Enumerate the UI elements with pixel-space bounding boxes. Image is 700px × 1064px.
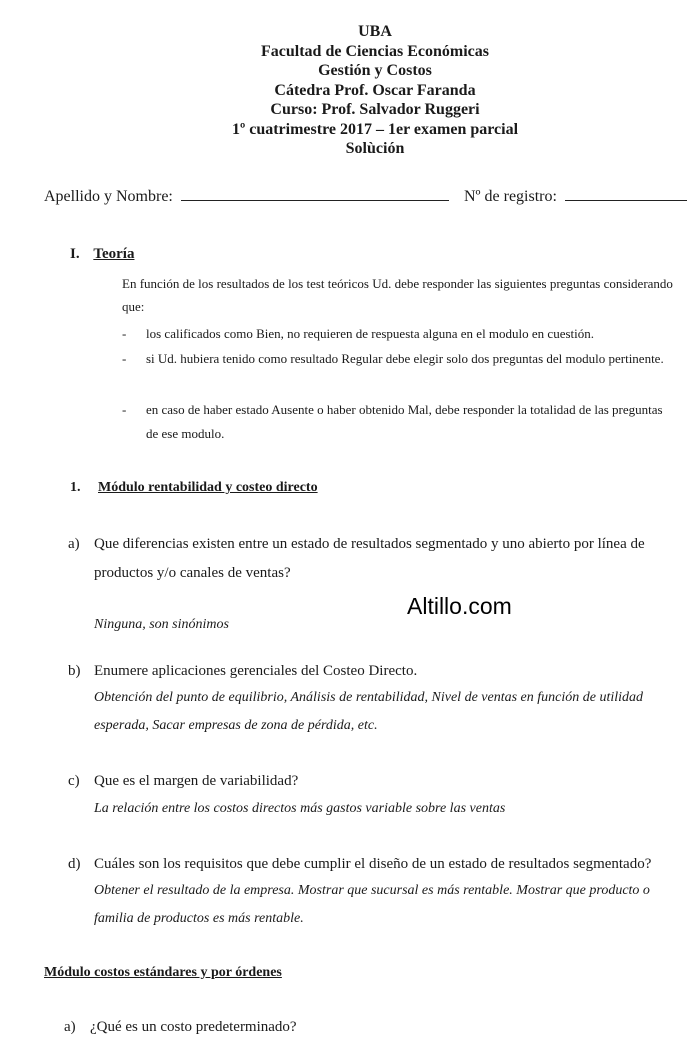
section-numeral: I. xyxy=(70,246,80,262)
module1-number: 1. xyxy=(70,480,81,495)
name-field xyxy=(44,186,449,206)
header-line-faculty: Facultad de Ciencias Económicas xyxy=(261,42,489,60)
question-text: Que es el margen de variabilidad? xyxy=(94,773,299,789)
answer-text: Ninguna, son sinónimos xyxy=(94,617,229,632)
name-label: Apellido y Nombre: xyxy=(44,188,173,205)
question-label: d) xyxy=(68,856,81,872)
question-text: Que diferencias existen entre un estado de resultados segmentado y uno abierto por línea de productos y/o canales de ventas? xyxy=(94,536,645,581)
answer-text: Obtención del punto de equilibrio, Análisis de rentabilidad, Nivel de ventas en función de utilidad esperada, Sacar empresas de zona de pérdida, etc. xyxy=(94,690,644,733)
question-label: a) xyxy=(68,536,80,552)
answer-text: La relación entre los costos directos más gastos variable sobre las ventas xyxy=(94,801,506,816)
registro-label: Nº de registro: xyxy=(464,188,557,205)
question-label: a) xyxy=(64,1019,76,1035)
answer-text: Obtener el resultado de la empresa. Mostrar que sucursal es más rentable. Mostrar que producto o familia de productos es más rentable. xyxy=(94,883,650,926)
section-title: Teoría xyxy=(93,246,135,262)
watermark-logo: Altillo.com xyxy=(407,593,512,619)
header-line-subject: Gestión y Costos xyxy=(318,62,432,79)
bullet-text: en caso de haber estado Ausente o haber obtenido Mal, debe responder la totalidad de las preguntas de ese modulo. xyxy=(146,402,663,441)
registro-blank-line xyxy=(565,186,687,201)
question-text: Enumere aplicaciones gerenciales del Costeo Directo. xyxy=(94,663,418,679)
name-blank-line xyxy=(181,186,449,201)
header-line-university: UBA xyxy=(358,23,392,40)
bullet-text: si Ud. hubiera tenido como resultado Regular debe elegir solo dos preguntas del modulo pertinente. xyxy=(146,351,664,366)
module2-title xyxy=(44,965,282,981)
question-label: b) xyxy=(68,663,81,679)
header-line-exam: 1º cuatrimestre 2017 – 1er examen parcial xyxy=(231,120,519,138)
bullet-dash: - xyxy=(122,351,127,366)
question-text: ¿Qué es un costo predeterminado? xyxy=(90,1019,297,1035)
exam-header xyxy=(0,22,700,159)
bullet-dash: - xyxy=(122,402,127,417)
section-theory-title xyxy=(70,246,134,263)
header-line-solution: Solùción xyxy=(345,140,405,157)
question-label: c) xyxy=(68,773,80,789)
question-text: Cuáles son los requisitos que debe cumplir el diseño de un estado de resultados segmentado? xyxy=(94,856,652,872)
theory-intro: En función de los resultados de los test teóricos Ud. debe responder las siguientes preguntas considerando que: xyxy=(122,276,673,314)
header-line-chair: Cátedra Prof. Oscar Faranda xyxy=(274,81,476,99)
bullet-dash: - xyxy=(122,326,127,341)
bullet-text: los calificados como Bien, no requieren de respuesta alguna en el modulo en cuestión. xyxy=(146,326,594,341)
module1-title-text: Módulo rentabilidad y costeo directo xyxy=(98,480,318,495)
registro-field xyxy=(464,186,687,206)
module2-title-text: Módulo costos estándares y por órdenes xyxy=(44,965,282,980)
module1-title xyxy=(70,480,318,496)
header-line-course: Curso: Prof. Salvador Ruggeri xyxy=(270,101,480,118)
